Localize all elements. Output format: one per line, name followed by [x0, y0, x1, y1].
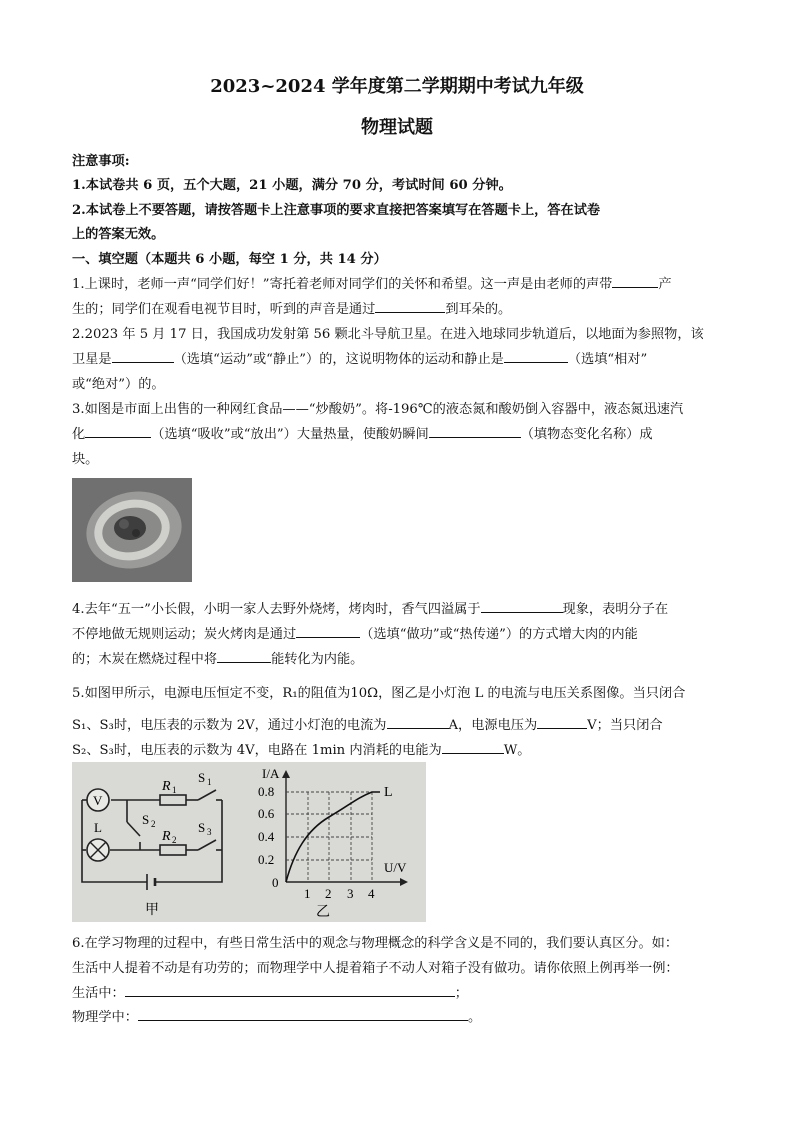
question-1-line-1: [72, 273, 672, 292]
graph-caption: 乙: [316, 905, 330, 920]
fried-yogurt-illustration: [72, 478, 192, 582]
lamp-label: L: [94, 820, 102, 835]
y-tick-0.2: 0.2: [258, 852, 275, 867]
q6-blank-life[interactable]: [125, 984, 455, 997]
q6-text-c2: ；: [454, 986, 468, 1001]
subject-title: 物理试题: [361, 117, 433, 138]
q1-blank-1[interactable]: [612, 275, 658, 288]
question-2-line-1: 2.2023 年 5 月 17 日，我国成功发射第 56 颗北斗导航卫星。在进入地球同步轨道后，以地面为参照物，该: [72, 327, 704, 342]
question-3-line-1: 3.如图是市面上出售的一种网红食品——“炒酸奶”。将-196℃的液态氮和酸奶倒入容器中，液态氮迅速汽: [72, 402, 684, 417]
q1-text-a-end: 产: [658, 277, 672, 292]
r1-subscript: 1: [172, 785, 177, 795]
switch-s3: [198, 840, 216, 850]
y-axis-arrow: [282, 770, 290, 778]
graph-x-label: U/V: [384, 860, 407, 875]
q1-text-a: 1.上课时，老师一声“同学们好！”寄托着老师对同学们的关怀和希望。这一声是由老师的声带: [72, 277, 613, 292]
s2-subscript: 2: [151, 819, 156, 829]
r1-label: R: [162, 779, 171, 794]
question-2-line-2: [72, 348, 647, 367]
section-1-heading: 一、填空题（本题共 6 小题，每空 1 分，共 14 分）: [72, 252, 387, 267]
s3-subscript: 3: [207, 827, 212, 837]
s1-label: S: [198, 770, 206, 785]
iv-graph: [258, 766, 408, 920]
switch-s2: [127, 822, 140, 836]
q4-text-c1: 的；木炭在燃烧过程中将: [72, 652, 218, 667]
q5-text-c2: W。: [503, 743, 531, 758]
notice-item-1: 1.本试卷共 6 页，五个大题，21 小题，满分 70 分，考试时间 60 分钟。: [72, 178, 512, 193]
q6-text-d2: 。: [467, 1010, 482, 1025]
notice-item-2b: 上的答案无效。: [72, 227, 165, 242]
q4-blank-3[interactable]: [217, 650, 271, 663]
r2-label: R: [162, 829, 171, 844]
question-6-line-3: [72, 982, 468, 1001]
q3-text-b2: （选填“吸收”或“放出”）大量热量，使酸奶瞬间: [151, 427, 429, 442]
notice-heading: 注意事项:: [72, 154, 130, 169]
q5-figure-svg: [72, 762, 426, 922]
x-tick-4: 4: [368, 886, 375, 901]
q4-blank-2[interactable]: [296, 625, 360, 638]
s3-label: S: [198, 820, 206, 835]
notice-item-2a: 2.本试卷上不要答题，请按答题卡上注意事项的要求直接把答案填写在答题卡上，答在试卷: [72, 203, 601, 218]
q4-text-c2: 能转化为内能。: [271, 652, 364, 667]
q2-blank-2[interactable]: [504, 350, 568, 363]
q5-figure: [72, 762, 426, 922]
q4-text-b2: （选填“做功”或“热传递”）的方式增大肉的内能: [360, 627, 638, 642]
q6-blank-physics[interactable]: [138, 1008, 468, 1021]
question-4-line-3: [72, 648, 363, 667]
resistor-r1: [160, 795, 186, 805]
q3-blank-1[interactable]: [85, 425, 151, 438]
fried-yogurt-photo: [72, 478, 192, 582]
q2-blank-1[interactable]: [112, 350, 174, 363]
voltmeter-label: V: [93, 793, 103, 808]
question-3-line-2: [72, 423, 653, 442]
resistor-r2: [160, 845, 186, 855]
q1-text-b-end: 到耳朵的。: [445, 302, 512, 317]
question-6-line-4: [72, 1006, 481, 1025]
x-tick-1: 1: [304, 886, 311, 901]
q5-blank-1[interactable]: [387, 716, 449, 729]
y-tick-0: 0: [272, 875, 279, 890]
question-4-line-1: [72, 598, 668, 617]
q4-text-a2: 现象，表明分子在: [562, 602, 669, 617]
switch-s1: [198, 790, 216, 800]
y-tick-0.4: 0.4: [258, 829, 275, 844]
q5-text-b2: A，电源电压为: [448, 718, 538, 733]
y-tick-0.6: 0.6: [258, 806, 275, 821]
q3-text-b3: （填物态变化名称）成: [520, 427, 653, 442]
q5-text-b3: V；当只闭合: [587, 718, 663, 733]
q5-blank-2[interactable]: [537, 716, 587, 729]
q2-text-b3: （选填“相对”: [567, 352, 648, 367]
x-tick-2: 2: [325, 886, 332, 901]
q1-text-b: 生的；同学们在观看电视节目时，听到的声音是通过: [72, 302, 376, 317]
x-axis-arrow: [400, 878, 408, 886]
graph-y-label: I/A: [262, 766, 280, 781]
s2-label: S: [142, 812, 150, 827]
q2-text-b2: （选填“运动”或“静止”）的，这说明物体的运动和静止是: [173, 352, 504, 367]
question-1-line-2: [72, 298, 511, 317]
question-3-line-3: 块。: [72, 452, 99, 467]
circuit-caption: 甲: [145, 903, 159, 918]
curve-label: L: [384, 785, 393, 800]
q1-blank-2[interactable]: [375, 300, 445, 313]
exam-title: 2023~2024 学年度第二学期期中考试九年级: [210, 76, 584, 97]
q6-text-d1: 物理学中：: [72, 1010, 138, 1025]
q4-blank-1[interactable]: [481, 600, 563, 613]
y-tick-0.8: 0.8: [258, 784, 275, 799]
graph-gridlines: [286, 792, 372, 882]
q5-blank-3[interactable]: [442, 741, 504, 754]
question-6-line-2: 生活中人提着不动是有功劳的；而物理学中人提着箱子不动人对箱子没有做功。请你依照上例再举一例：: [72, 961, 679, 976]
q4-text-b1: 不停地做无规则运动；炭火烤肉是通过: [72, 627, 297, 642]
question-5-line-1: 5.如图甲所示，电源电压恒定不变，R₁的阻值为10Ω，图乙是小灯泡 L 的电流与电压关系图像。当只闭合: [72, 686, 686, 701]
question-2-line-3: 或“绝对”）的。: [72, 377, 165, 392]
q2-text-b1: 卫星是: [72, 352, 112, 367]
question-5-line-2: [72, 714, 663, 733]
q5-text-c1: S₂、S₃时，电压表的示数为 4V，电路在 1min 内消耗的电能为: [72, 743, 442, 758]
x-tick-3: 3: [347, 886, 354, 901]
r2-subscript: 2: [172, 835, 177, 845]
s1-subscript: 1: [207, 777, 212, 787]
q6-text-c1: 生活中：: [72, 986, 125, 1001]
question-4-line-2: [72, 623, 638, 642]
q3-text-b1: 化: [72, 427, 86, 442]
q3-blank-2[interactable]: [429, 425, 521, 438]
question-6-line-1: 6.在学习物理的过程中，有些日常生活中的观念与物理概念的科学含义是不同的，我们要认真区分。如：: [72, 936, 679, 951]
question-5-line-3: [72, 739, 530, 758]
q4-text-a1: 4.去年“五一”小长假，小明一家人去野外烧烤，烤肉时，香气四溢属于: [72, 602, 481, 617]
q5-text-b1: S₁、S₃时，电压表的示数为 2V，通过小灯泡的电流为: [72, 718, 387, 733]
